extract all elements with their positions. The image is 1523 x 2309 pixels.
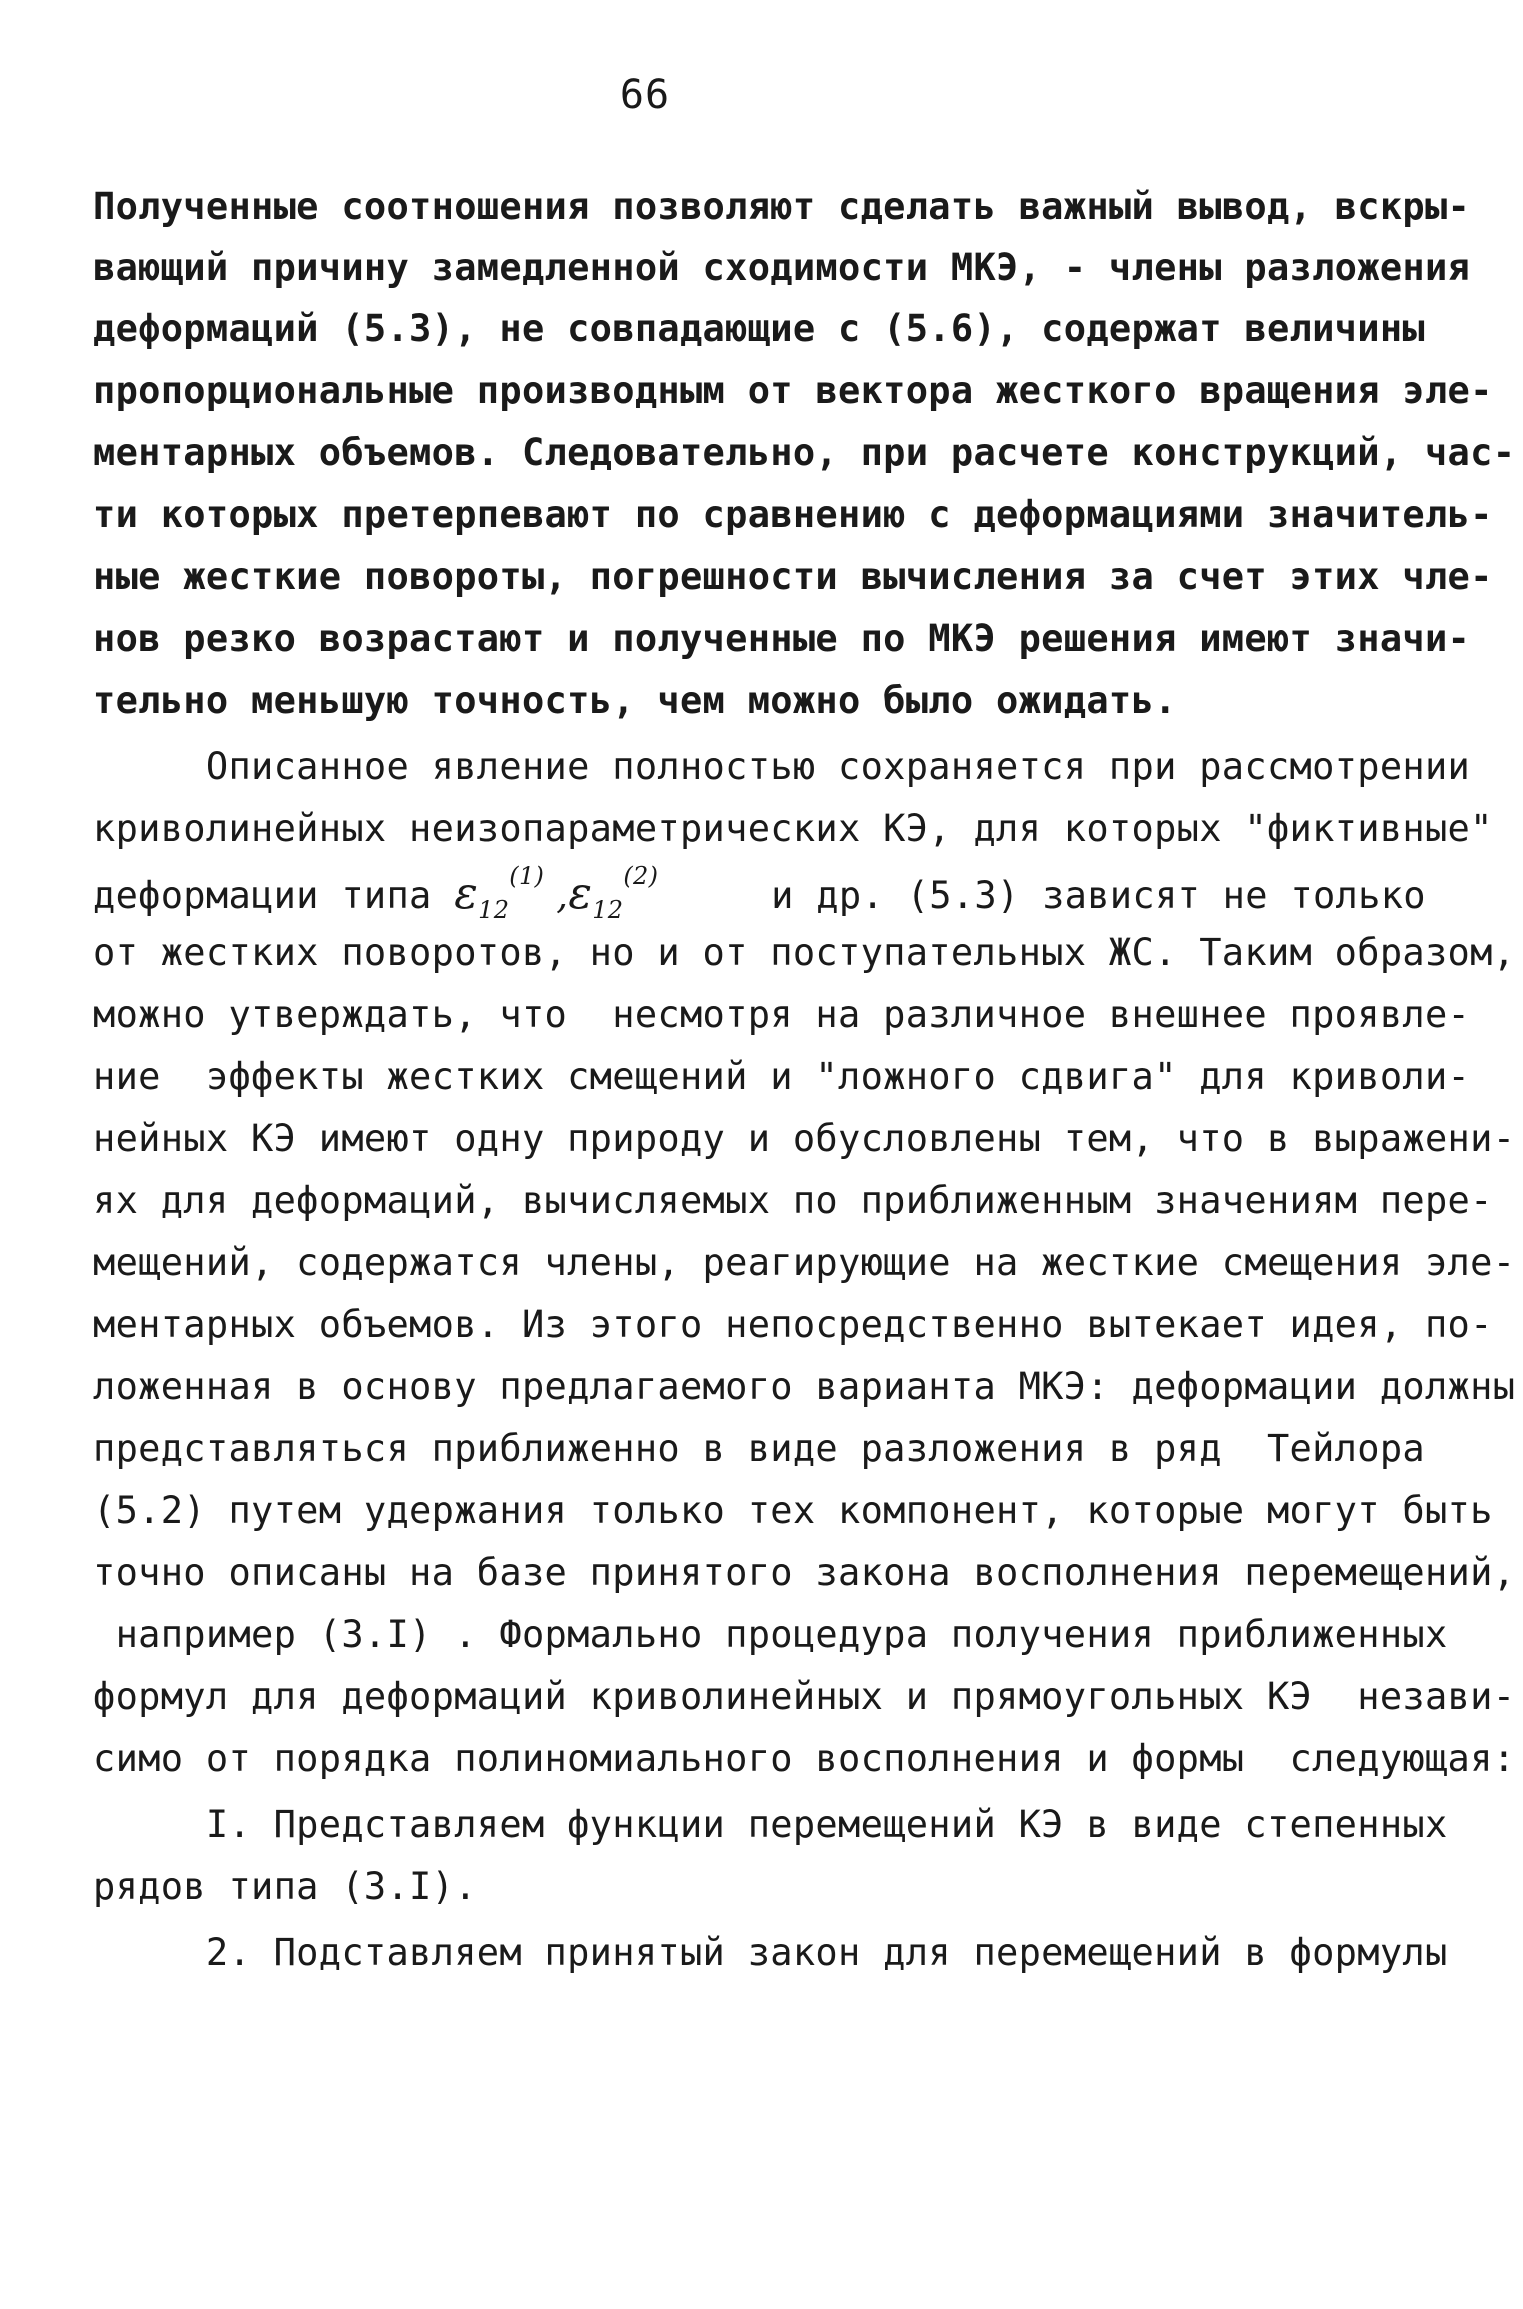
paragraph2-line: представляться приближенно в виде разложения в ряд Тейлора [93, 1427, 1425, 1470]
page-number: 66 [619, 72, 671, 118]
formula-trail-text: и др. (5.3) зависят не только [658, 874, 1426, 917]
list-item-1-continuation: рядов типа (3.I). [93, 1865, 477, 1908]
formula-superscript: (1) [509, 862, 545, 890]
formula-separator: , [544, 874, 569, 917]
paragraph1-line: нов резко возрастают и полученные по МКЭ решения имеют значи- [93, 617, 1471, 660]
paragraph2-line: ментарных объемов. Из этого непосредственно вытекает идея, по- [93, 1303, 1493, 1346]
paragraph2-line: формул для деформаций криволинейных и прямоугольных КЭ незави- [93, 1675, 1516, 1718]
formula-subscript: 12 [478, 896, 510, 924]
paragraph2-line: можно утверждать, что несмотря на различное внешнее проявле- [93, 993, 1471, 1036]
paragraph2-line: симо от порядка полиномиального восполнения и формы следующая: [93, 1737, 1516, 1780]
paragraph1-line: деформаций (5.3), не совпадающие с (5.6), содержат величины [93, 307, 1425, 350]
paragraph1-line: ти которых претерпевают по сравнению с деформациями значитель- [93, 493, 1493, 536]
paragraph2-line: ние эффекты жестких смещений и "ложного сдвига" для криволи- [93, 1055, 1471, 1098]
list-item-2: 2. Подставляем принятый закон для перемещений в формулы [93, 1931, 1448, 1974]
paragraph1-line: ментарных объемов. Следовательно, при расчете конструкций, час- [93, 431, 1516, 474]
paragraph1-line: вающий причину замедленной сходимости МКЭ, - члены разложения [93, 246, 1471, 289]
paragraph2-line: ях для деформаций, вычисляемых по приближенным значениям пере- [93, 1179, 1493, 1222]
list-item-1: I. Представляем функции перемещений КЭ в виде степенных [93, 1803, 1448, 1846]
paragraph1-line: пропорциональные производным от вектора жесткого вращения эле- [93, 369, 1493, 412]
formula-subscript: 12 [592, 896, 624, 924]
epsilon-symbol: ε [454, 868, 479, 919]
paragraph2-formula-line [93, 862, 1426, 924]
paragraph2-line: точно описаны на базе принятого закона восполнения перемещений, [93, 1551, 1516, 1594]
strain-formula [454, 862, 659, 924]
paragraph2-line: Описанное явление полностью сохраняется при рассмотрении [93, 745, 1471, 788]
paragraph1-line: тельно меньшую точность, чем можно было ожидать. [93, 679, 1177, 722]
paragraph2-line: (5.2) путем удержания только тех компонент, которые могут быть [93, 1489, 1493, 1532]
paragraph2-line: мещений, содержатся члены, реагирующие на жесткие смещения эле- [93, 1241, 1516, 1284]
paragraph2-line: нейных КЭ имеют одну природу и обусловлены тем, что в выражени- [93, 1117, 1516, 1160]
formula-superscript: (2) [623, 862, 659, 890]
paragraph2-line: ложенная в основу предлагаемого варианта МКЭ: деформации должны [93, 1365, 1516, 1408]
epsilon-symbol: ε [568, 868, 593, 919]
paragraph2-line: от жестких поворотов, но и от поступательных ЖС. Таким образом, [93, 931, 1516, 974]
paragraph2-line: криволинейных неизопараметрических КЭ, для которых "фиктивные" [93, 807, 1493, 850]
formula-lead-text: деформации типа [93, 874, 455, 917]
paragraph2-line: например (3.I) . Формально процедура получения приближенных [93, 1613, 1448, 1656]
paragraph1-line: ные жесткие повороты, погрешности вычисления за счет этих чле- [93, 555, 1493, 598]
paragraph1-line: Полученные соотношения позволяют сделать важный вывод, вскры- [93, 185, 1471, 228]
